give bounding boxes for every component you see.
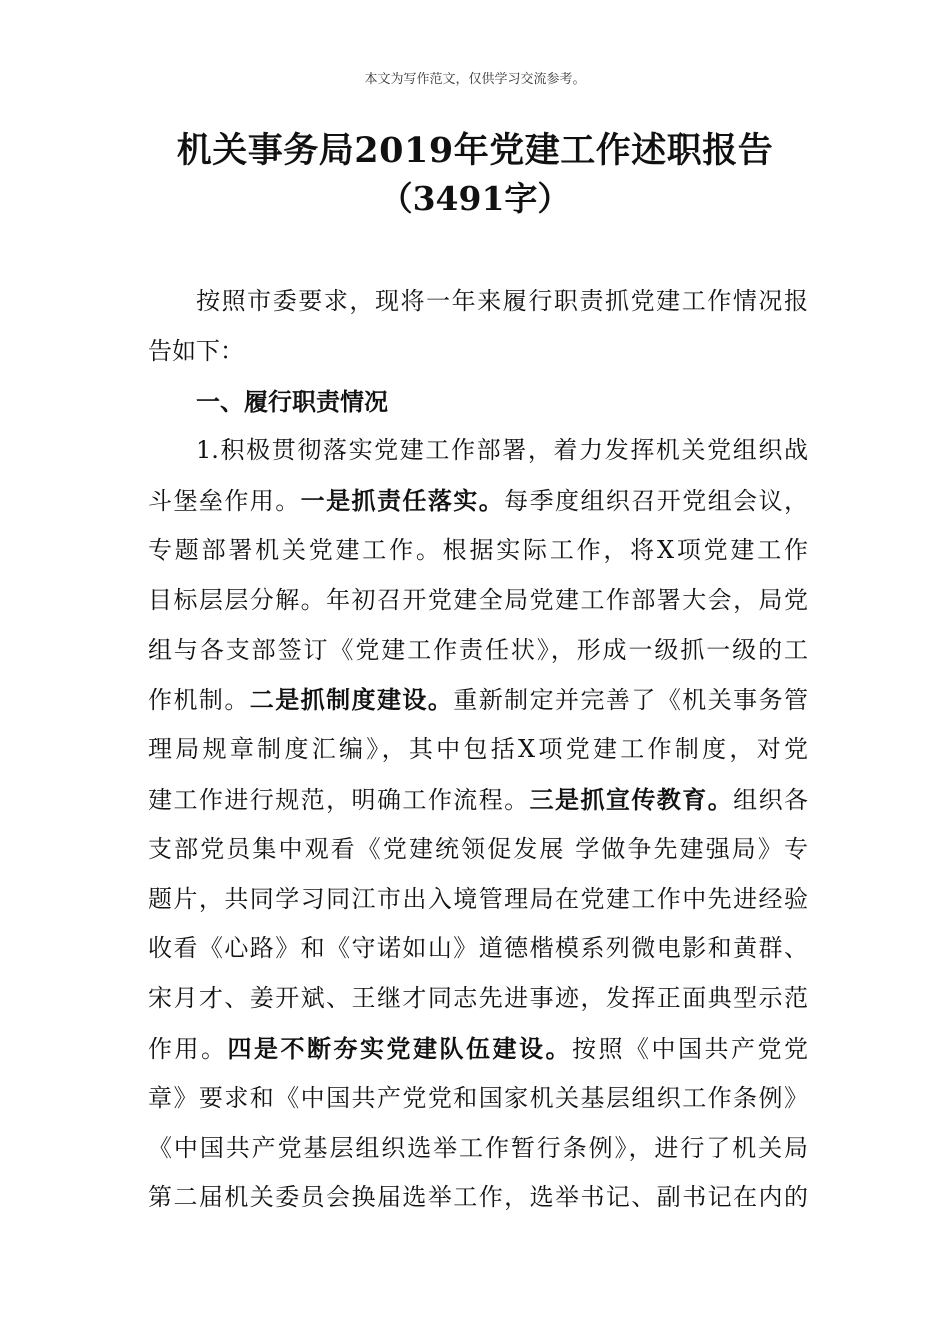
emphasis-text: 三是抓宣传教育。 (529, 784, 734, 814)
paragraph-line: 告如下： (148, 336, 244, 365)
paragraph-line (148, 775, 808, 825)
section-heading: 一、履行职责情况 (196, 386, 388, 416)
paragraph-line (148, 1024, 808, 1074)
paragraph-line: 专题部署机关党建工作。根据实际工作，将X项党建工作 (148, 535, 808, 564)
paragraph-line: 1.积极贯彻落实党建工作部署，着力发挥机关党组织战 (196, 436, 808, 465)
emphasis-text: 四是不断夯实党建队伍建设。 (227, 1033, 572, 1063)
emphasis-text: 二是抓制度建设。 (249, 685, 454, 715)
text-run: 每季度组织召开党组会议， (504, 487, 809, 516)
text-run: 斗堡垒作用。 (148, 487, 301, 516)
text-run: 作用。 (148, 1034, 228, 1063)
paragraph-line: 目标层层分解。年初召开党建全局党建工作部署大会，局党 (148, 585, 808, 614)
text-run: 按照《中国共产党党 (572, 1034, 808, 1063)
paragraph-line: 收看《心路》和《守诺如山》道德楷模系列微电影和黄群、 (148, 934, 808, 963)
paragraph-line: 组与各支部签订《党建工作责任状》，形成一级抓一级的工 (148, 635, 808, 664)
paragraph-line: 理局规章制度汇编》，其中包括X项党建工作制度，对党 (148, 735, 808, 764)
paragraph-line: 按照市委要求，现将一年来履行职责抓党建工作情况报 (196, 287, 808, 315)
text-run: 组织各 (733, 785, 809, 814)
text-run: 作机制。 (148, 686, 250, 715)
paragraph-line: 第二届机关委员会换届选举工作，选举书记、副书记在内的 (148, 1183, 808, 1212)
emphasis-text: 一是抓责任落实。 (300, 486, 505, 516)
document-body (148, 277, 808, 1223)
document-subtitle: （3491字） (379, 179, 571, 218)
paragraph-line (148, 476, 808, 526)
paragraph-line: 章》要求和《中国共产党党和国家机关基层组织工作条例》 (148, 1083, 808, 1112)
header-note: 本文为写作范文，仅供学习交流参考。 (364, 72, 586, 87)
paragraph-line: 支部党员集中观看《党建统领促发展 学做争先建强局》专 (148, 834, 808, 863)
paragraph-line: 《中国共产党基层组织选举工作暂行条例》，进行了机关局 (148, 1133, 808, 1162)
paragraph-line: 宋月才、姜开斌、王继才同志先进事迹，发挥正面典型示范 (148, 984, 808, 1013)
paragraph-line: 题片，共同学习同江市出入境管理局在党建工作中先进经验 (148, 884, 808, 913)
text-run: 重新制定并完善了《机关事务管 (453, 686, 809, 715)
paragraph-line (148, 675, 808, 725)
text-run: 建工作进行规范，明确工作流程。 (148, 785, 530, 814)
document-title: 机关事务局2019年党建工作述职报告 (176, 130, 774, 171)
